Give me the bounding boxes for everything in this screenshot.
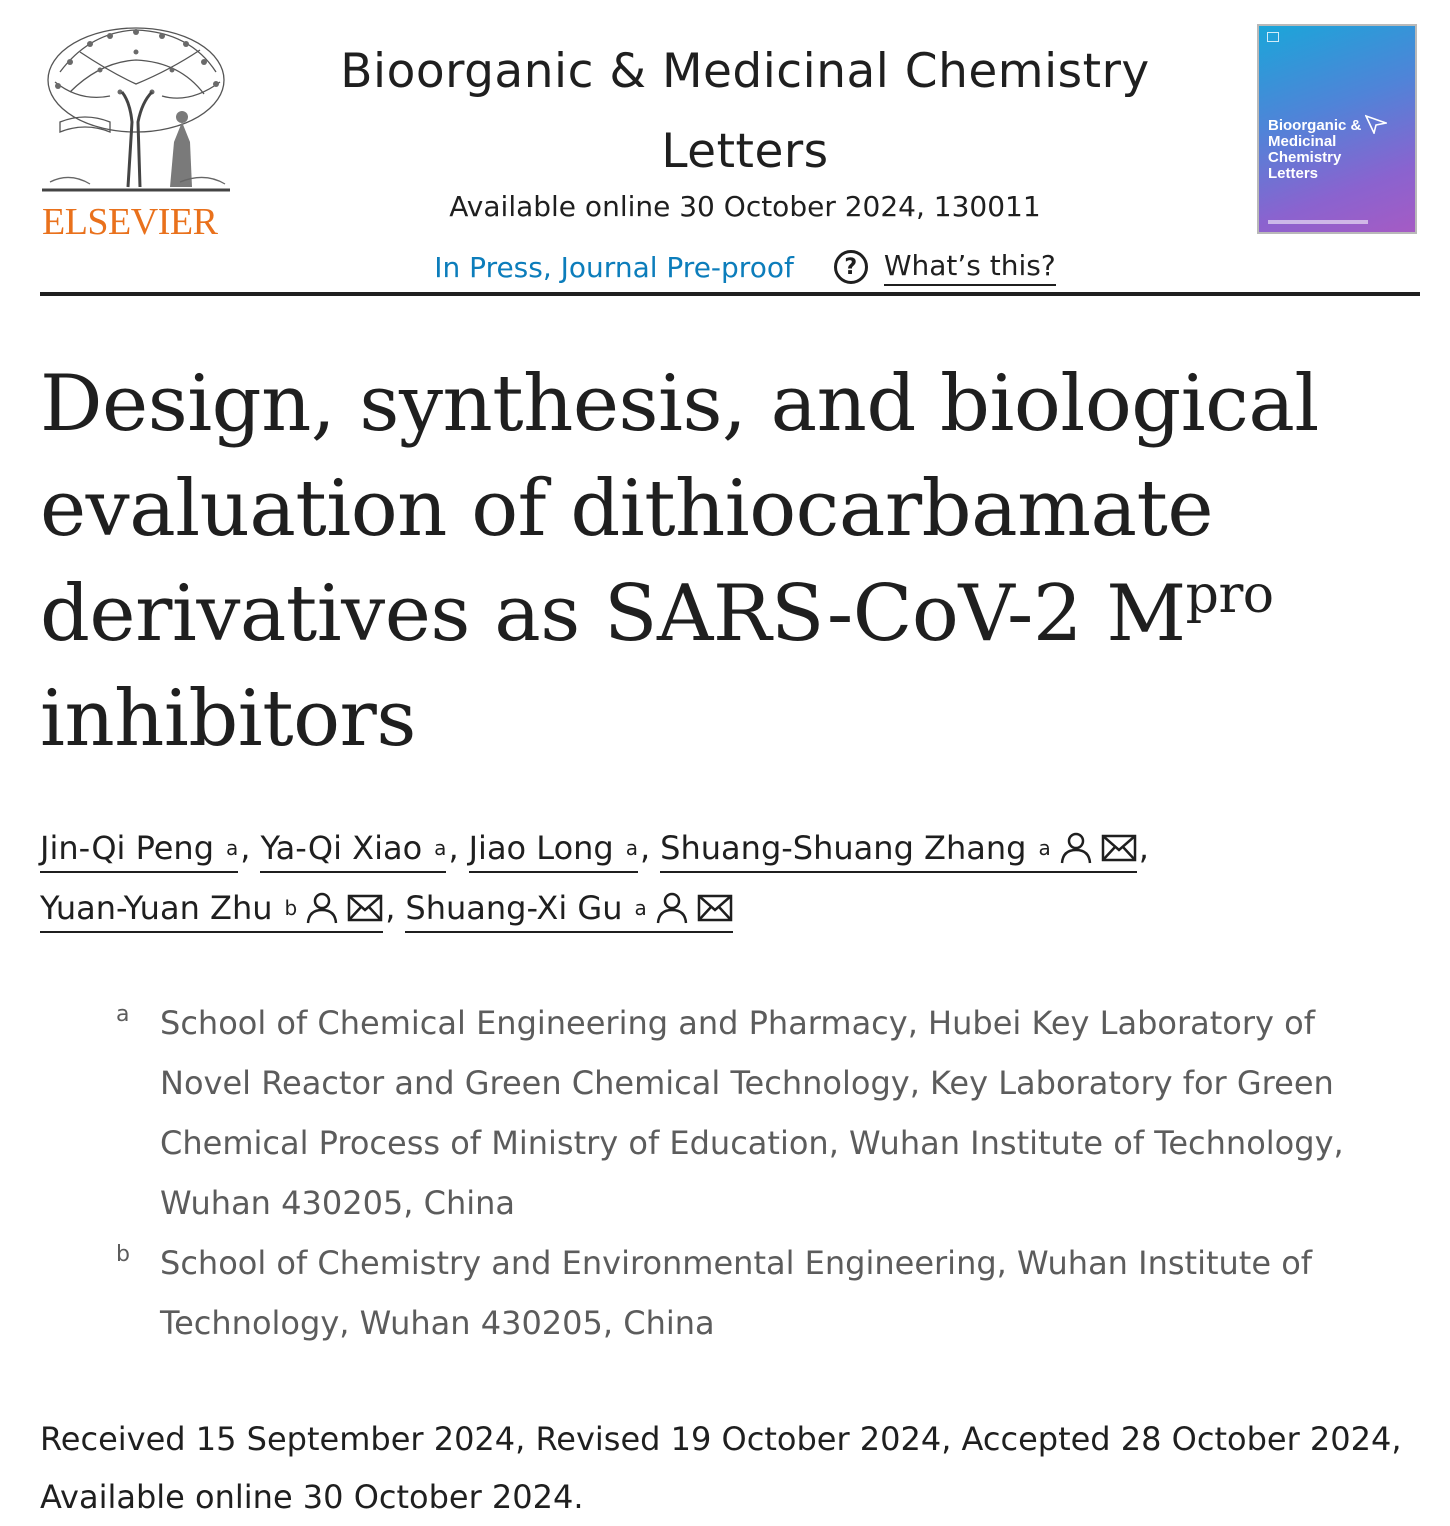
author-separator: , [1138,829,1149,867]
mail-icon [347,893,383,923]
mail-icon [1101,833,1137,863]
journal-header [40,20,1420,296]
author-link[interactable]: Jiao Long a [469,827,638,873]
author-link[interactable]: Shuang-Shuang Zhang a [660,827,1137,873]
author-name: Jin-Qi Peng [40,829,215,867]
author-separator: , [448,829,459,867]
affiliation-list [112,993,1412,1353]
person-icon [655,891,689,925]
status-row [285,244,1205,290]
author-link[interactable]: Jin-Qi Peng a [40,827,238,873]
title-superscript: pro [1185,565,1274,625]
elsevier-wordmark: ELSEVIER [42,201,218,243]
whats-this-button[interactable] [834,249,1056,286]
author-separator: , [385,889,396,927]
in-press-link[interactable]: In Press, Journal Pre-proof [434,250,794,284]
author-name: Yuan-Yuan Zhu [40,889,273,927]
affiliation-text: School of Chemical Engineering and Pharmacy, Hubei Key Laboratory of Novel Reactor and Green Chemical Technology, Key Laboratory for Green Chemical Process of Ministry of Education, Wuhan Institute of Technology, Wuhan 430205, China [160,1004,1344,1222]
availability-line: Available online 30 October 2024, 130011 [449,190,1041,223]
cover-title: Bioorganic & Medicinal Chemistry Letters [1268,117,1362,182]
author-separator: , [640,829,651,867]
paper-plane-icon [1365,114,1387,134]
author-name: Shuang-Shuang Zhang [660,829,1027,867]
affiliation-label: a [116,1002,130,1027]
person-icon [305,891,339,925]
cover-logo-mark [1267,32,1279,42]
author-link[interactable]: Shuang-Xi Gu a [405,887,732,933]
cover-footer [1268,220,1368,224]
elsevier-tree-icon [40,22,232,197]
author-name: Jiao Long [468,829,614,867]
affiliation-label: b [116,1242,130,1267]
author-link[interactable]: Yuan-Yuan Zhu b [40,887,383,933]
affiliation-item [112,1233,1412,1353]
affiliation-text: School of Chemistry and Environmental Engineering, Wuhan Institute of Technology, Wuhan 430205, China [160,1244,1313,1342]
title-main: Design, synthesis, and biological evaluation of dithiocarbamate derivatives as SARS-CoV-2 M [40,359,1319,659]
author-name: Ya-Qi Xiao [260,829,423,867]
elsevier-logo[interactable] [40,22,232,242]
journal-cover-image[interactable] [1257,24,1417,234]
question-circle-icon: ? [834,250,868,284]
article-title [40,352,1400,772]
journal-title[interactable]: Bioorganic & Medicinal Chemistry Letters [340,44,1150,179]
title-end: inhibitors [40,674,416,764]
person-icon [1059,831,1093,865]
whats-this-label: What’s this? [884,249,1056,286]
author-list [40,818,1420,938]
author-link[interactable]: Ya-Qi Xiao a [260,827,446,873]
article-history-dates: Received 15 September 2024, Revised 19 October 2024, Accepted 28 October 2024, Available online 30 October 2024. [40,1420,1402,1516]
author-separator: , [240,829,251,867]
affiliation-item [112,993,1412,1233]
author-name: Shuang-Xi Gu [405,889,623,927]
mail-icon [697,893,733,923]
